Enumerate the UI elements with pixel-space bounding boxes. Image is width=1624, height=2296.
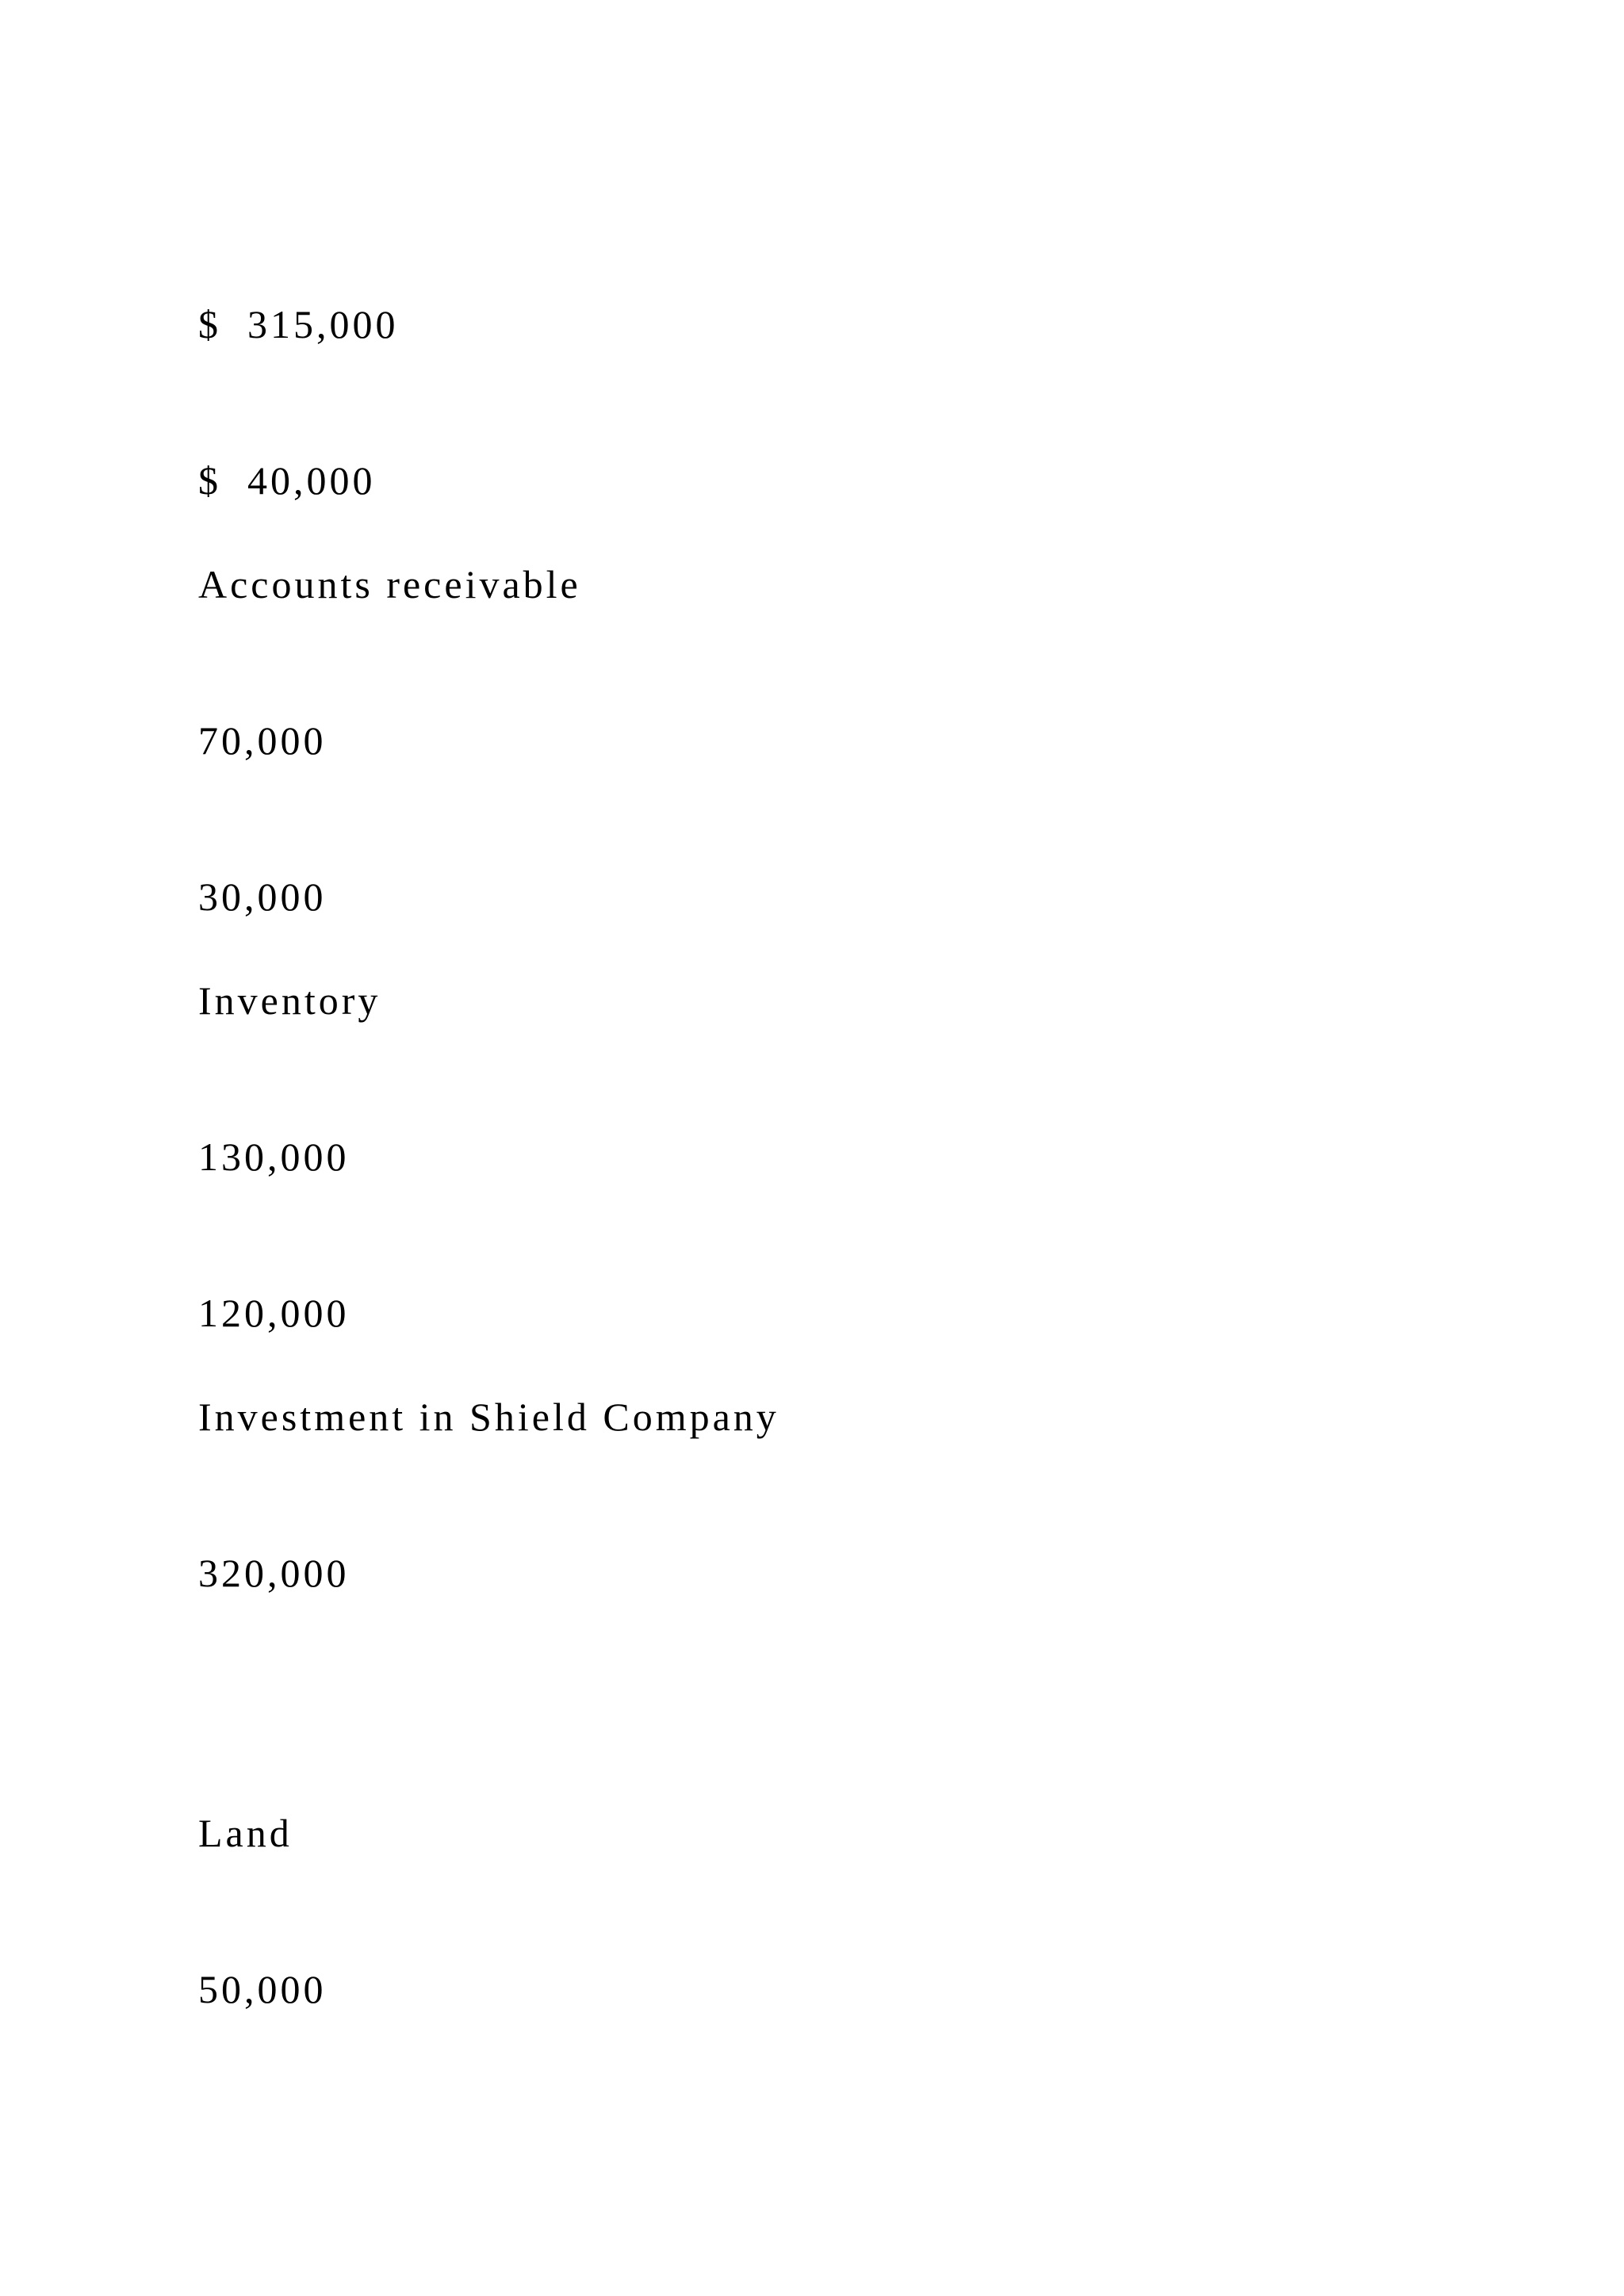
label-inventory: Inventory [198,978,381,1023]
amount-30000: 30,000 [198,874,327,919]
amount-320000: 320,000 [198,1551,350,1595]
label-investment-in-shield-company: Investment in Shield Company [198,1395,779,1439]
amount-70000: 70,000 [198,718,327,763]
amount-315000: $ 315,000 [198,302,399,346]
amount-120000: 120,000 [198,1291,350,1335]
label-land: Land [198,1811,293,1855]
label-accounts-receivable: Accounts receivable [198,562,581,607]
amount-130000: 130,000 [198,1135,350,1179]
amount-40000: $ 40,000 [198,458,376,503]
amount-50000: 50,000 [198,1967,327,2011]
